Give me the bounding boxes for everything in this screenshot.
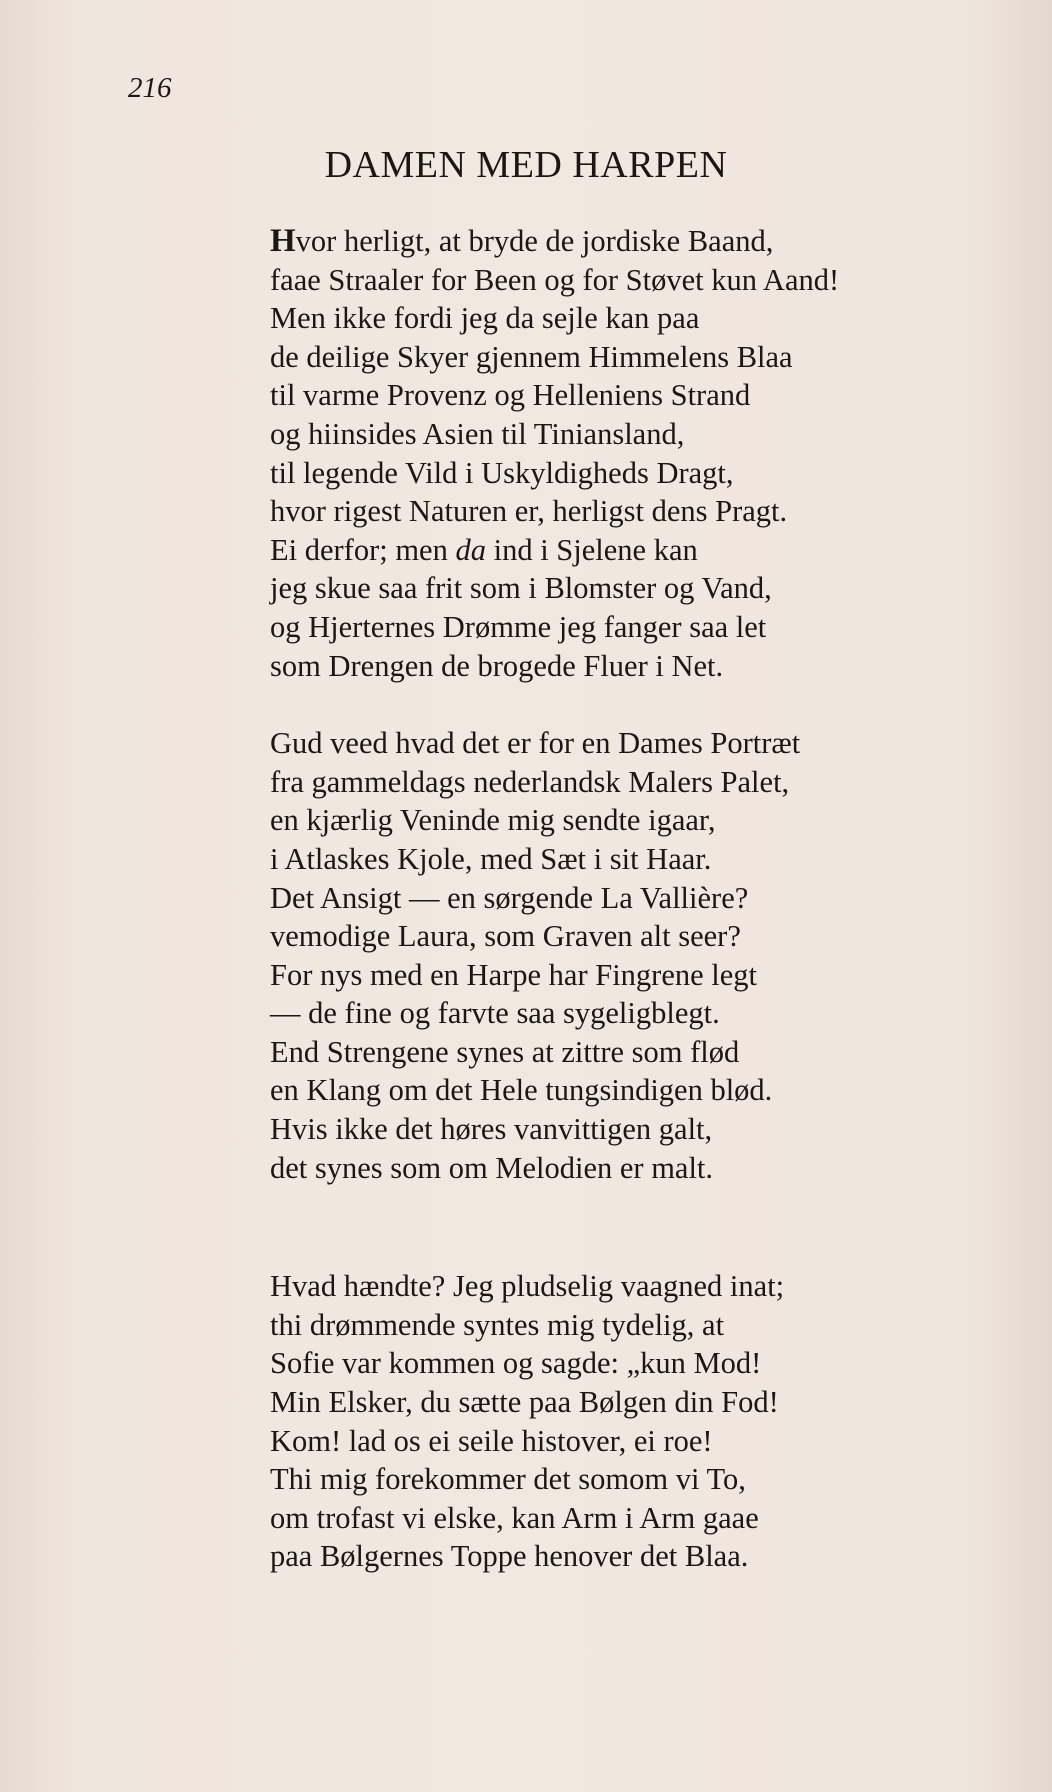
poem-line: fra gammeldags nederlandsk Malers Palet, <box>270 764 790 799</box>
poem-line: Hvor herligt, at bryde de jordiske Baand, <box>270 223 774 259</box>
poem-line: det synes som om Melodien er malt. <box>270 1150 714 1185</box>
poem-line: Min Elsker, du sætte paa Bølgen din Fod! <box>270 1385 779 1420</box>
poem-line: End Strengene synes at zittre som flød <box>270 1034 740 1069</box>
emphasized-word: da <box>455 532 486 567</box>
poem-line: jeg skue saa frit som i Blomster og Vand, <box>270 571 772 606</box>
poem-line: til legende Vild i Uskyldigheds Dragt, <box>270 455 734 490</box>
poem-line: Det Ansigt — en sørgende La Vallière? <box>270 880 749 915</box>
poem-line: — de fine og farvte saa sygeligblegt. <box>270 996 720 1031</box>
stanza-3 <box>270 1267 1000 1576</box>
poem-line: de deilige Skyer gjennem Himmelens Blaa <box>270 339 793 374</box>
poem-line: og hiinsides Asien til Tiniansland, <box>270 416 685 451</box>
page-number: 216 <box>128 72 172 104</box>
poem-line: Hvis ikke det høres vanvittigen galt, <box>270 1112 713 1147</box>
poem-line: Men ikke fordi jeg da sejle kan paa <box>270 301 700 336</box>
poem-line: om trofast vi elske, kan Arm i Arm gaae <box>270 1500 759 1535</box>
poem-line: Thi mig forekommer det somom vi To, <box>270 1462 746 1497</box>
poem-line: Kom! lad os ei seile histover, ei roe! <box>270 1423 713 1458</box>
poem-line: faae Straaler for Been og for Støvet kun Aand! <box>270 262 840 297</box>
poem-line: For nys med en Harpe har Fingrene legt <box>270 957 758 992</box>
poem-line: Sofie var kommen og sagde: „kun Mod! <box>270 1346 762 1381</box>
stanza-2 <box>270 724 1000 1187</box>
poem-line: Hvad hændte? Jeg pludselig vaagned inat; <box>270 1269 785 1304</box>
poem-title: DAMEN MED HARPEN <box>324 144 728 186</box>
poem-line: til varme Provenz og Helleniens Strand <box>270 378 751 413</box>
poem-line: hvor rigest Naturen er, herligst dens Pragt. <box>270 494 788 529</box>
stanza-1 <box>270 222 1000 685</box>
poem-line: paa Bølgernes Toppe henover det Blaa. <box>270 1539 749 1574</box>
poem-line: og Hjerternes Drømme jeg fanger saa let <box>270 609 767 644</box>
poem-line: i Atlaskes Kjole, med Sæt i sit Haar. <box>270 841 712 876</box>
poem-line: Ei derfor; men da ind i Sjelene kan <box>270 532 698 567</box>
poem-line: en Klang om det Hele tungsindigen blød. <box>270 1073 773 1108</box>
poem-line: en kjærlig Veninde mig sendte igaar, <box>270 803 716 838</box>
poem-line: som Drengen de brogede Fluer i Net. <box>270 648 724 683</box>
poem-body <box>270 222 1000 1576</box>
poem-line: Gud veed hvad det er for en Dames Portræt <box>270 726 801 761</box>
poem-line: thi drømmende syntes mig tydelig, at <box>270 1307 725 1342</box>
poem-line: vemodige Laura, som Graven alt seer? <box>270 919 741 954</box>
drop-cap: H <box>270 223 296 259</box>
